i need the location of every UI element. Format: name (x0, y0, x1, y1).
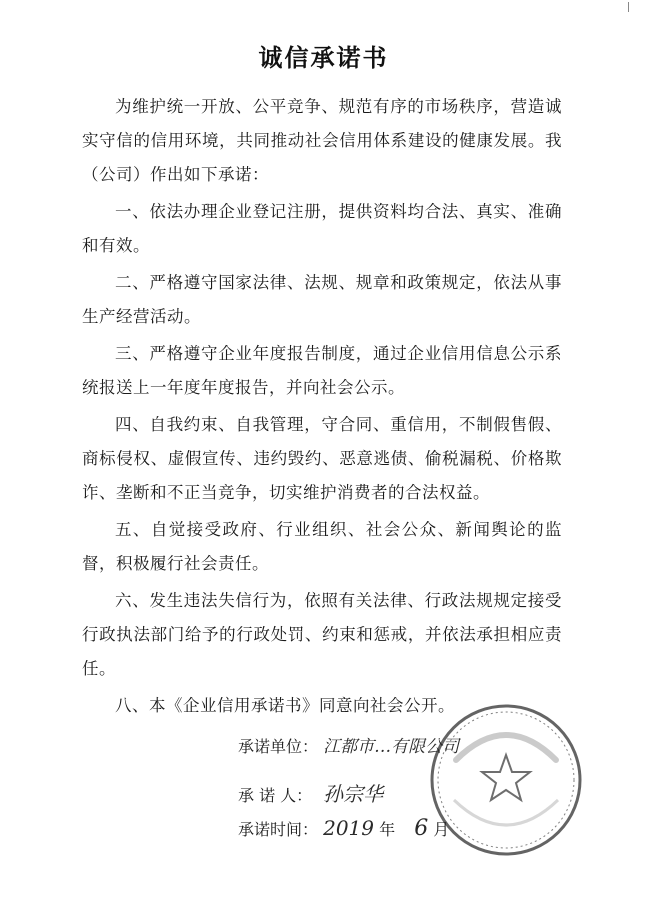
paragraph-5: 五、自觉接受政府、行业组织、社会公众、新闻舆论的监督，积极履行社会责任。 (82, 520, 562, 573)
paragraph-8: 八、本《企业信用承诺书》同意向社会公开。 (115, 696, 455, 715)
signature-time-row (238, 816, 449, 841)
time-year-unit: 年 (379, 820, 396, 839)
time-label: 承诺时间： (238, 820, 319, 839)
paragraph-1: 一、依法办理企业登记注册，提供资料均合法、真实、准确和有效。 (82, 202, 562, 255)
paragraph-4: 四、自我约束、自我管理，守合同、重信用，不制假售假、商标侵权、虚假宣传、违约毁约、恶意逃债、偷税漏税、价格欺诈、垄断和不正当竞争，切实维护消费者的合法权益。 (82, 415, 562, 502)
signature-person-row (238, 778, 383, 807)
corner-mark (628, 2, 635, 12)
time-month: 6 (414, 816, 429, 841)
document-title: 诚信承诺书 (258, 44, 389, 72)
unit-label: 承诺单位： (238, 737, 319, 756)
paragraph-intro: 为维护统一开放、公平竞争、规范有序的市场秩序，营造诚实守信的信用环境，共同推动社会信用体系建设的健康发展。我（公司）作出如下承诺： (82, 97, 562, 184)
document-body (82, 90, 562, 726)
time-year: 2019 (323, 816, 374, 840)
paragraph-3: 三、严格遵守企业年度报告制度，通过企业信用信息公示系统报送上一年度年度报告，并向社会公示。 (82, 344, 562, 397)
paragraph-6: 六、发生违法失信行为，依照有关法律、行政法规规定接受行政执法部门给予的行政处罚、约束和惩戒，并依法承担相应责任。 (82, 591, 562, 678)
signature-unit-row (238, 732, 459, 757)
paragraph-2: 二、严格遵守国家法律、法规、规章和政策规定，依法从事生产经营活动。 (82, 273, 562, 326)
time-month-unit: 月 (433, 820, 450, 839)
unit-handwriting: 江都市…有限公司 (323, 737, 460, 757)
official-seal-icon (426, 700, 586, 860)
person-handwriting: 孙宗华 (323, 782, 384, 806)
person-label: 承 诺 人： (238, 786, 313, 805)
